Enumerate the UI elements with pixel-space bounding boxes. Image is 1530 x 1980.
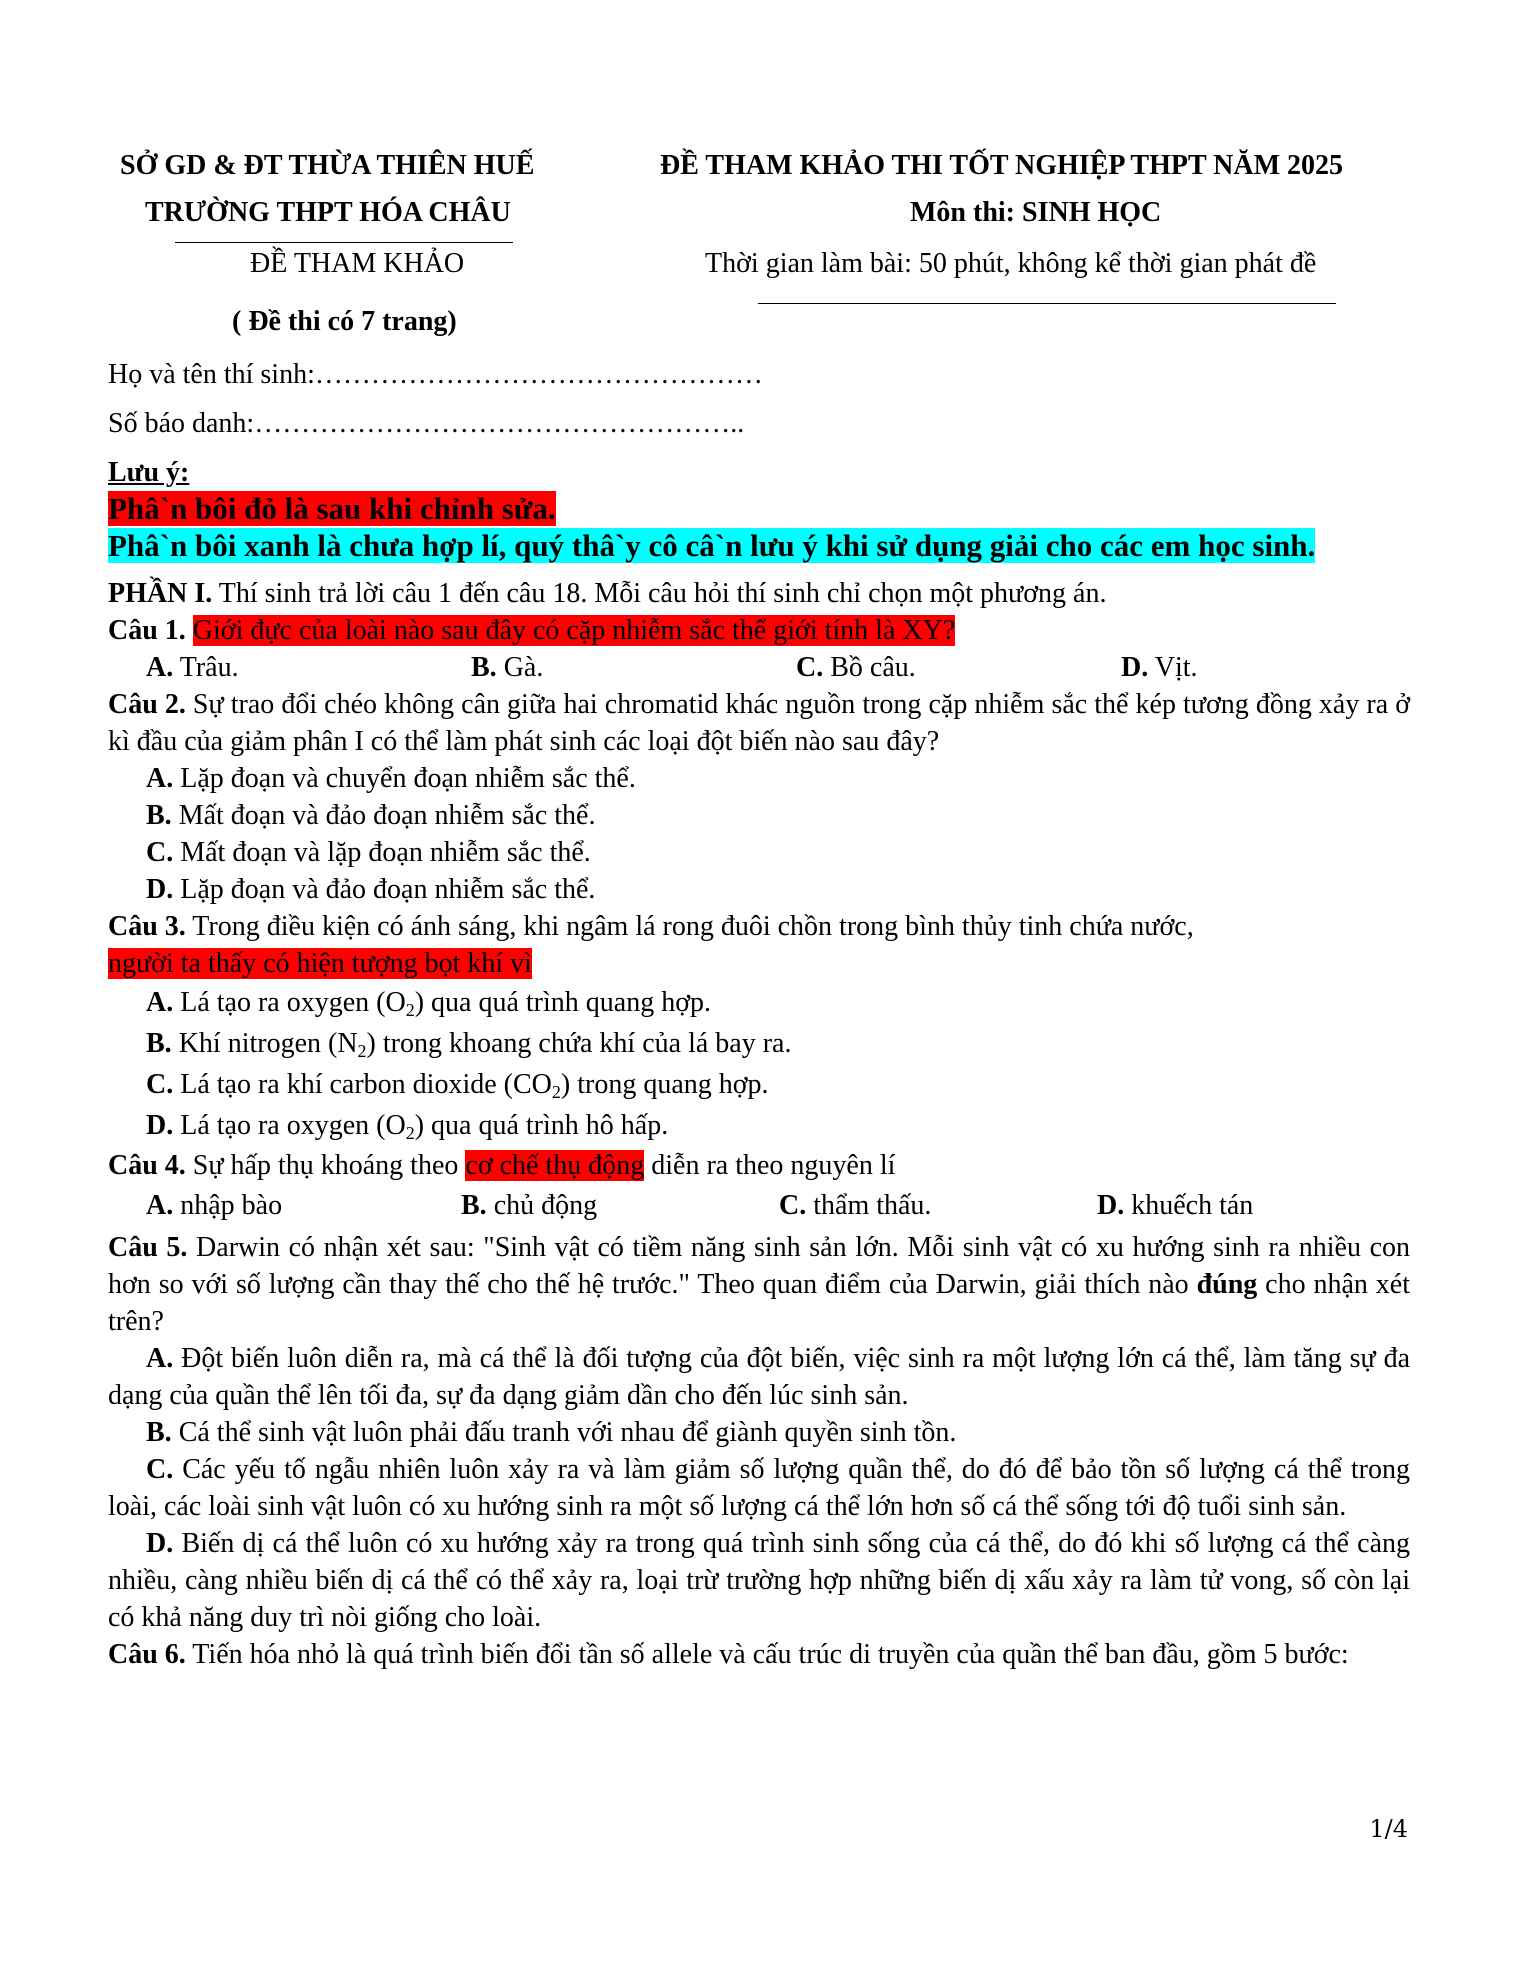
school-name: TRƯỜNG THPT HÓA CHÂU (145, 197, 511, 228)
q1-option-d: D. Vịt. (1121, 652, 1198, 683)
q1-option-b: B. Gà. (471, 652, 544, 683)
q1-option-c: C. Bồ câu. (796, 652, 916, 683)
student-name-line: Họ và tên thí sinh:………………………………………… (108, 359, 763, 390)
q2-option-a: A. Lặp đoạn và chuyển đoạn nhiễm sắc thể. (146, 763, 636, 794)
q4-option-a: A. nhập bào (146, 1190, 283, 1221)
note-cyan: Phâ`n bôi xanh là chưa hợp lí, quý thâ`y cô câ`n lưu ý khi sử dụng giải cho các em học sinh. (108, 528, 1316, 563)
q5-option-a: A. Đột biến luôn diễn ra, mà cá thể là đối tượng của đột biến, việc sinh ra một lượng lớn cá thể, làm tăng sự đa dạng của quần thể lên tối đa, sự đa dạng giảm dần cho đến lúc sinh sản. (108, 1343, 1410, 1411)
note-title: Lưu ý: (108, 457, 190, 488)
exam-type-label: ĐỀ THAM KHẢO (250, 248, 465, 279)
q3-option-b: B. Khí nitrogen $(N_2)$ trong khoang chứa khí của lá bay ra. (146, 1028, 792, 1061)
page-number: 1/4 (1369, 1815, 1408, 1843)
q3-option-c: C. Lá tạo ra khí carbon dioxide $(CO_2)$ trong quang hợp. (146, 1069, 769, 1102)
exam-duration: Thời gian làm bài: 50 phút, không kể thời gian phát đề (705, 248, 1317, 279)
q4-option-d: D. khuếch tán (1097, 1190, 1254, 1221)
student-id-line: Số báo danh:…………………………………………….. (108, 408, 745, 439)
page-count-note: ( Đề thi có 7 trang) (232, 306, 457, 337)
question-3: Câu 3. Trong điều kiện có ánh sáng, khi ngâm lá rong đuôi chồn trong bình thủy tinh chứa nước, (108, 911, 1194, 942)
q3-option-d: D. Lá tạo ra oxygen $(O_2)$ qua quá trình hô hấp. (146, 1110, 669, 1143)
school-underline (175, 242, 513, 243)
exam-body (108, 356, 1410, 1673)
duration-underline (758, 303, 1336, 304)
school-department: SỞ GD & ĐT THỪA THIÊN HUẾ (120, 150, 535, 181)
q2-option-c: C. Mất đoạn và lặp đoạn nhiễm sắc thể. (146, 837, 591, 868)
exam-subject: Môn thi: SINH HỌC (910, 197, 1162, 228)
note-red: Phâ`n bôi đỏ là sau khi chỉnh sửa. (108, 491, 556, 526)
question-3-cont: người ta thấy có hiện tượng bọt khí vì (108, 948, 532, 979)
q5-option-c: C. Các yếu tố ngẫu nhiên luôn xảy ra và làm giảm số lượng quần thể, do đó để bảo tồn số lượng cá thể trong loài, các loài sinh vật luôn có xu hướng sinh ra một số lượng cá thể lớn hơn số cá thể sống tới độ tuổi sinh sản. (108, 1454, 1410, 1522)
question-4: Câu 4. Sự hấp thụ khoáng theo cơ chế thụ động diễn ra theo nguyên lí (108, 1150, 896, 1181)
q4-option-c: C. thẩm thấu. (779, 1190, 932, 1221)
question-1: Câu 1. Giới đực của loài nào sau đây có cặp nhiễm sắc thể giới tính là XY? (108, 615, 956, 646)
q2-option-b: B. Mất đoạn và đảo đoạn nhiễm sắc thể. (146, 800, 596, 831)
part1-instruction: PHẦN I. Thí sinh trả lời câu 1 đến câu 18. Mỗi câu hỏi thí sinh chỉ chọn một phương án. (108, 578, 1107, 609)
q2-option-d: D. Lặp đoạn và đảo đoạn nhiễm sắc thể. (146, 874, 596, 905)
q4-options (108, 1186, 1410, 1226)
q1-options (108, 649, 1410, 686)
q3-option-a: A. Lá tạo ra oxygen $(O_2)$ qua quá trình quang hợp. (146, 987, 711, 1020)
question-5: Câu 5. Darwin có nhận xét sau: "Sinh vật có tiềm năng sinh sản lớn. Mỗi sinh vật có xu hướng sinh ra nhiều con hơn so với số lượng cần thay thế cho thế hệ trước." Theo quan điểm của Darwin, giải thích nào đúng cho nhận xét trên? (108, 1232, 1411, 1337)
question-2: Câu 2. Sự trao đổi chéo không cân giữa hai chromatid khác nguồn trong cặp nhiễm sắc thể kép tương đồng xảy ra ở kì đầu của giảm phân I có thể làm phát sinh các loại đột biến nào sau đây? (108, 689, 1411, 757)
exam-title: ĐỀ THAM KHẢO THI TỐT NGHIỆP THPT NĂM 2025 (660, 150, 1344, 181)
q4-option-b: B. chủ động (461, 1190, 598, 1221)
q5-option-d: D. Biến dị cá thể luôn có xu hướng xảy ra trong quá trình sinh sống của cá thể, do đó khi số lượng cá thể càng nhiều, càng nhiều biến dị cá thể có thể xảy ra, loại trừ trường hợp những biến dị xấu xảy ra làm tử vong, số còn lại có khả năng duy trì nòi giống cho loài. (108, 1528, 1410, 1633)
q5-option-b: B. Cá thể sinh vật luôn phải đấu tranh với nhau để giành quyền sinh tồn. (146, 1417, 957, 1448)
question-6: Câu 6. Tiến hóa nhỏ là quá trình biến đổi tần số allele và cấu trúc di truyền của quần thể ban đầu, gồm 5 bước: (108, 1639, 1349, 1670)
q1-option-a: A. Trâu. (146, 652, 239, 683)
